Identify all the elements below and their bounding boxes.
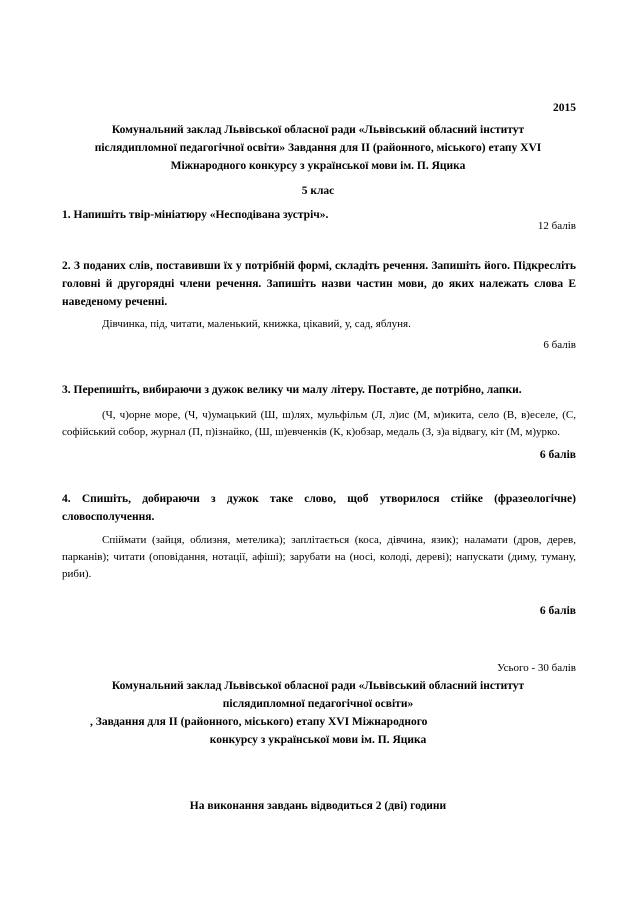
task-3-points: 6 балів — [539, 449, 576, 461]
task-4-points: 6 балів — [539, 605, 576, 617]
footer-line-3: , Завдання для II (районного, міського) етапу XVI Міжнародного — [90, 716, 428, 728]
task-4-body: Спіймати (зайця, облизня, метелика); заплітається (коса, дівчина, язик); наламати (дров, дерев, парканів); читати (оповідання, нотації, афіші); зарубати на (носі, колоді, дереві); напускати (диму, туману, риби). — [62, 534, 576, 580]
institution-line-3: Міжнародного конкурсу з української мови ім. П. Яцика — [170, 160, 466, 172]
grade-title: 5 клас — [301, 185, 335, 197]
footer-line-4: конкурсу з української мови ім. П. Яцика — [209, 734, 427, 746]
year: 2015 — [553, 102, 576, 114]
institution-line-2: післядипломної педагогічної освіти» Завдання для II (районного, міського) етапу XVI — [94, 142, 542, 154]
task-1-title: 1. Напишіть твір-мініатюру «Несподівана зустріч». — [62, 209, 329, 221]
footer-line-2: післядипломної педагогічної освіти» — [222, 698, 414, 710]
task-1-points: 12 балів — [537, 220, 576, 232]
task-2-points: 6 балів — [543, 339, 576, 351]
total-points: Усього - 30 балів — [497, 662, 576, 674]
task-2-title: 2. З поданих слів, поставивши їх у потрібній формі, складіть речення. Запишіть його. Підкресліть головні й другорядні члени речення. Запишіть назви частин мови, до яких належать слова Е наведеному реченні. — [62, 260, 576, 308]
institution-line-1: Комунальний заклад Львівської обласної ради «Львівський обласний інститут — [111, 124, 525, 136]
time-note: На виконання завдань відводиться 2 (дві) години — [189, 800, 447, 812]
task-3-title: 3. Перепишіть, вибираючи з дужок велику чи малу літеру. Поставте, де потрібно, лапки. — [62, 384, 522, 396]
footer-line-1: Комунальний заклад Львівської обласної ради «Львівський обласний інститут — [111, 680, 525, 692]
task-4-title: 4. Спишіть, добираючи з дужок таке слово, щоб утворилося стійке (фразеологічне) словосполучення. — [62, 493, 576, 523]
task-2-words: Дівчинка, під, читати, маленький, книжка, цікавий, у, сад, яблуня. — [102, 318, 411, 330]
task-3-body: (Ч, ч)орне море, (Ч, ч)умацький (Ш, ш)лях, мульфільм (Л, л)ис (М, м)икита, село (В, в)еселе, (С, софійський собор, журнал (П, п)ізнайко, (Ш, ш)евченків (К, к)обзар, медаль (З, з)а відвагу, кіт (М, м)урко. — [62, 409, 576, 438]
